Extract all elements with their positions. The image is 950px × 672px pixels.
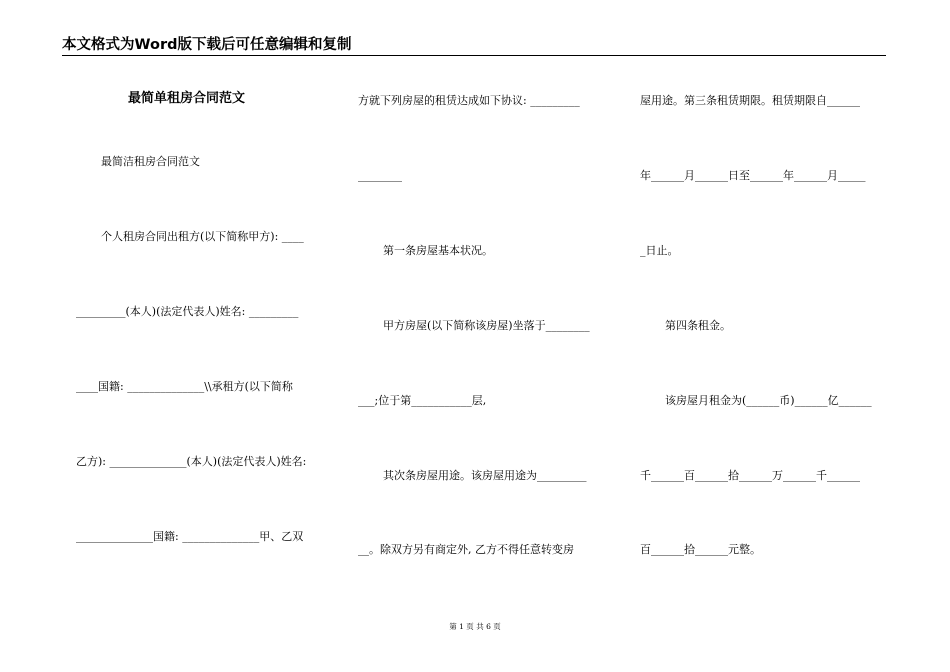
paragraph-line: 乙方): ______________(本人)(法定代表人)姓名: bbox=[76, 455, 307, 468]
paragraph-line: ________ bbox=[358, 169, 402, 182]
paragraph-line: 该房屋月租金为(______币)______亿______ bbox=[665, 394, 872, 407]
paragraph-line: ___;位于第___________层, bbox=[358, 394, 487, 407]
paragraph-line: _日止。 bbox=[640, 244, 679, 257]
page-number-footer: 第 1 页 共 6 页 bbox=[449, 622, 501, 631]
paragraph-line: 第四条租金。 bbox=[665, 319, 731, 332]
paragraph-line: 最简洁租房合同范文 bbox=[101, 155, 200, 168]
paragraph-line: 第一条房屋基本状况。 bbox=[383, 244, 493, 257]
paragraph-line: 年______月______日至______年______月_____ bbox=[640, 169, 866, 182]
document-header: 本文格式为Word版下载后可任意编辑和复制 bbox=[62, 36, 886, 56]
document-title: 最简单租房合同范文 bbox=[128, 91, 246, 106]
paragraph-line: 个人租房合同出租方(以下简称甲方): ____ bbox=[101, 230, 304, 243]
paragraph-line: 方就下列房屋的租赁达成如下协议: _________ bbox=[358, 94, 580, 107]
paragraph-line: 屋用途。第三条租赁期限。租赁期限自______ bbox=[640, 94, 860, 107]
paragraph-line: ____国籍: ______________\\承租方(以下简称 bbox=[76, 380, 293, 393]
paragraph-line: 甲方房屋(以下简称该房屋)坐落于________ bbox=[383, 319, 590, 332]
paragraph-line: _________(本人)(法定代表人)姓名: _________ bbox=[76, 305, 299, 318]
paragraph-line: ______________国籍: ______________甲、乙双 bbox=[76, 530, 304, 543]
paragraph-line: __。除双方另有商定外, 乙方不得任意转变房 bbox=[358, 543, 574, 556]
paragraph-line: 百______拾______元整。 bbox=[640, 543, 761, 556]
paragraph-line: 其次条房屋用途。该房屋用途为_________ bbox=[383, 469, 587, 482]
paragraph-line: 千______百______拾______万______千______ bbox=[640, 469, 860, 482]
